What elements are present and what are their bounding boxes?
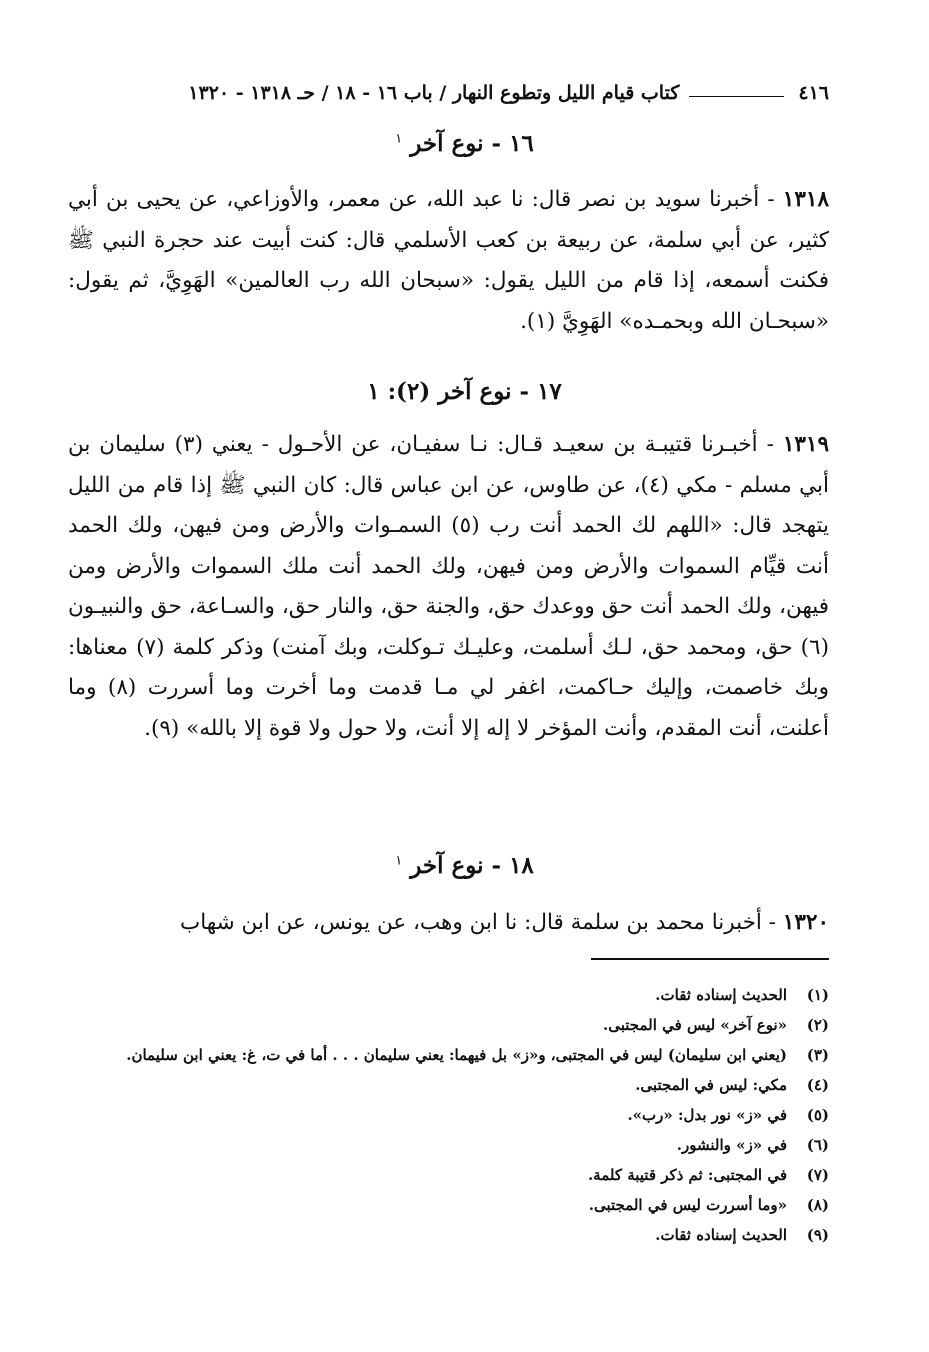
footnote-number: (٤) [806, 1076, 829, 1094]
footnote-text: «وما أسررت ليس في المجتبى. [588, 1196, 787, 1214]
heading-mark: ١ [395, 853, 403, 869]
section-heading-16 [0, 130, 929, 157]
footnote-text: في «ز» نور بدل: «رب». [627, 1106, 787, 1124]
header-rule [689, 96, 784, 97]
section-heading-text: ١٦ - نوع آخر [410, 130, 534, 157]
hadith-text: - أخبـرنا قتيبـة بن سعيـد قـال: نـا سفيـان، عن الأحـول - يعني (٣) سليمان بن أبي مسلم - مكي (٤)، عن طاوس، عن ابن عباس قال: كان النبي ﷺ إذا قام من الليل يتهجد قال: «اللهم لك الحمد أنت رب (٥) السمـوات والأرض ومن فيهن، ولك الحمد أنت قيِّام السموات والأرض ومن فيهن، ولك الحمد أنت ملك السموات والأرض ومن فيهن، ولك الحمد أنت حق ووعدك حق، والجنة حق، والنار حق، والسـاعة، حق والنبيـون (٦) حق، ومحمد حق، لـك أسلمت، وعليـك تـوكلت، وبك آمنت) وذكر كلمة (٧) معناها: وبك خاصمت، وإليك حـاكمت، اغفر لي مـا قدمت وما أخرت وما أسررت (٨) وما أعلنت، أنت المقدم، وأنت المؤخر لا إله إلا أنت، ولا حول ولا قوة إلا بالله» (٩). [68, 432, 830, 741]
hadith-text: - أخبرنا محمد بن سلمة قال: نا ابن وهب، عن يونس، عن ابن شهاب [179, 910, 776, 935]
footnote-item [68, 1160, 829, 1190]
footnote-item [68, 1010, 829, 1040]
footnote-number: (٦) [806, 1136, 829, 1154]
footnotes [68, 980, 829, 1250]
footnote-item [68, 1220, 829, 1250]
footnote-item [68, 980, 829, 1010]
page-number: ٤١٦ [798, 82, 829, 104]
footnote-number: (٩) [806, 1226, 829, 1244]
footnote-number: (٧) [806, 1166, 829, 1184]
section-heading-text: ١٧ - نوع آخر (٢): ١ [367, 378, 562, 405]
footnote-item [68, 1190, 829, 1220]
hadith-text: - أخبرنا سويد بن نصر قال: نا عبد الله، عن معمر، والأوزاعي، عن يحيى بن أبي كثير، عن أبي سلمة، عن ربيعة بن كعب الأسلمي قال: كنت أبيت عند حجرة النبي ﷺ فكنت أسمعه، إذا قام من الليل يقول: «سبحان الله رب العالمين» الهَوِيَّ، ثم يقول: «سبحـان الله وبحمـده» الهَوِيَّ (١). [68, 187, 829, 334]
footnote-item [68, 1100, 829, 1130]
footnote-text: في المجتبى: ثم ذكر قتيبة كلمة. [587, 1166, 787, 1184]
hadith-number: ١٣١٩ [782, 432, 830, 457]
footnote-text: الحديث إسناده ثقات. [655, 986, 787, 1004]
running-header [70, 70, 829, 104]
hadith-1320 [68, 903, 829, 944]
footnote-item [68, 1040, 829, 1070]
hadith-number: ١٣٢٠ [782, 910, 829, 935]
footnote-text: في «ز» والنشور. [676, 1136, 787, 1154]
footnote-number: (١) [806, 986, 829, 1004]
footnote-item [68, 1070, 829, 1100]
footnote-number: (٢) [806, 1016, 829, 1034]
section-heading-text: ١٨ - نوع آخر [410, 852, 534, 879]
footnote-number: (٣) [806, 1046, 829, 1064]
footnote-text: (يعني ابن سليمان) ليس في المجتبى، و«ز» بل فيهما: يعني سليمان . . . أما في ت، غ: يعني ابن سليمان. [126, 1046, 787, 1064]
footnote-text: مكي: ليس في المجتبى. [635, 1076, 787, 1094]
running-title: كتاب قيام الليل وتطوع النهار / باب ١٦ - ١٨ / حـ ١٣١٨ - ١٣٢٠ [188, 82, 680, 104]
hadith-number: ١٣١٨ [782, 187, 829, 212]
section-heading-18 [0, 852, 929, 879]
hadith-1319 [68, 425, 829, 749]
hadith-1318 [68, 180, 829, 342]
footnote-number: (٨) [806, 1196, 829, 1214]
footnote-text: الحديث إسناده ثقات. [655, 1226, 787, 1244]
footnote-number: (٥) [806, 1106, 829, 1124]
footnote-item [68, 1130, 829, 1160]
footnote-separator [591, 958, 829, 960]
footnote-text: «نوع آخر» ليس في المجتبى. [603, 1016, 787, 1034]
heading-mark: ١ [395, 131, 403, 147]
section-heading-17 [0, 378, 929, 405]
